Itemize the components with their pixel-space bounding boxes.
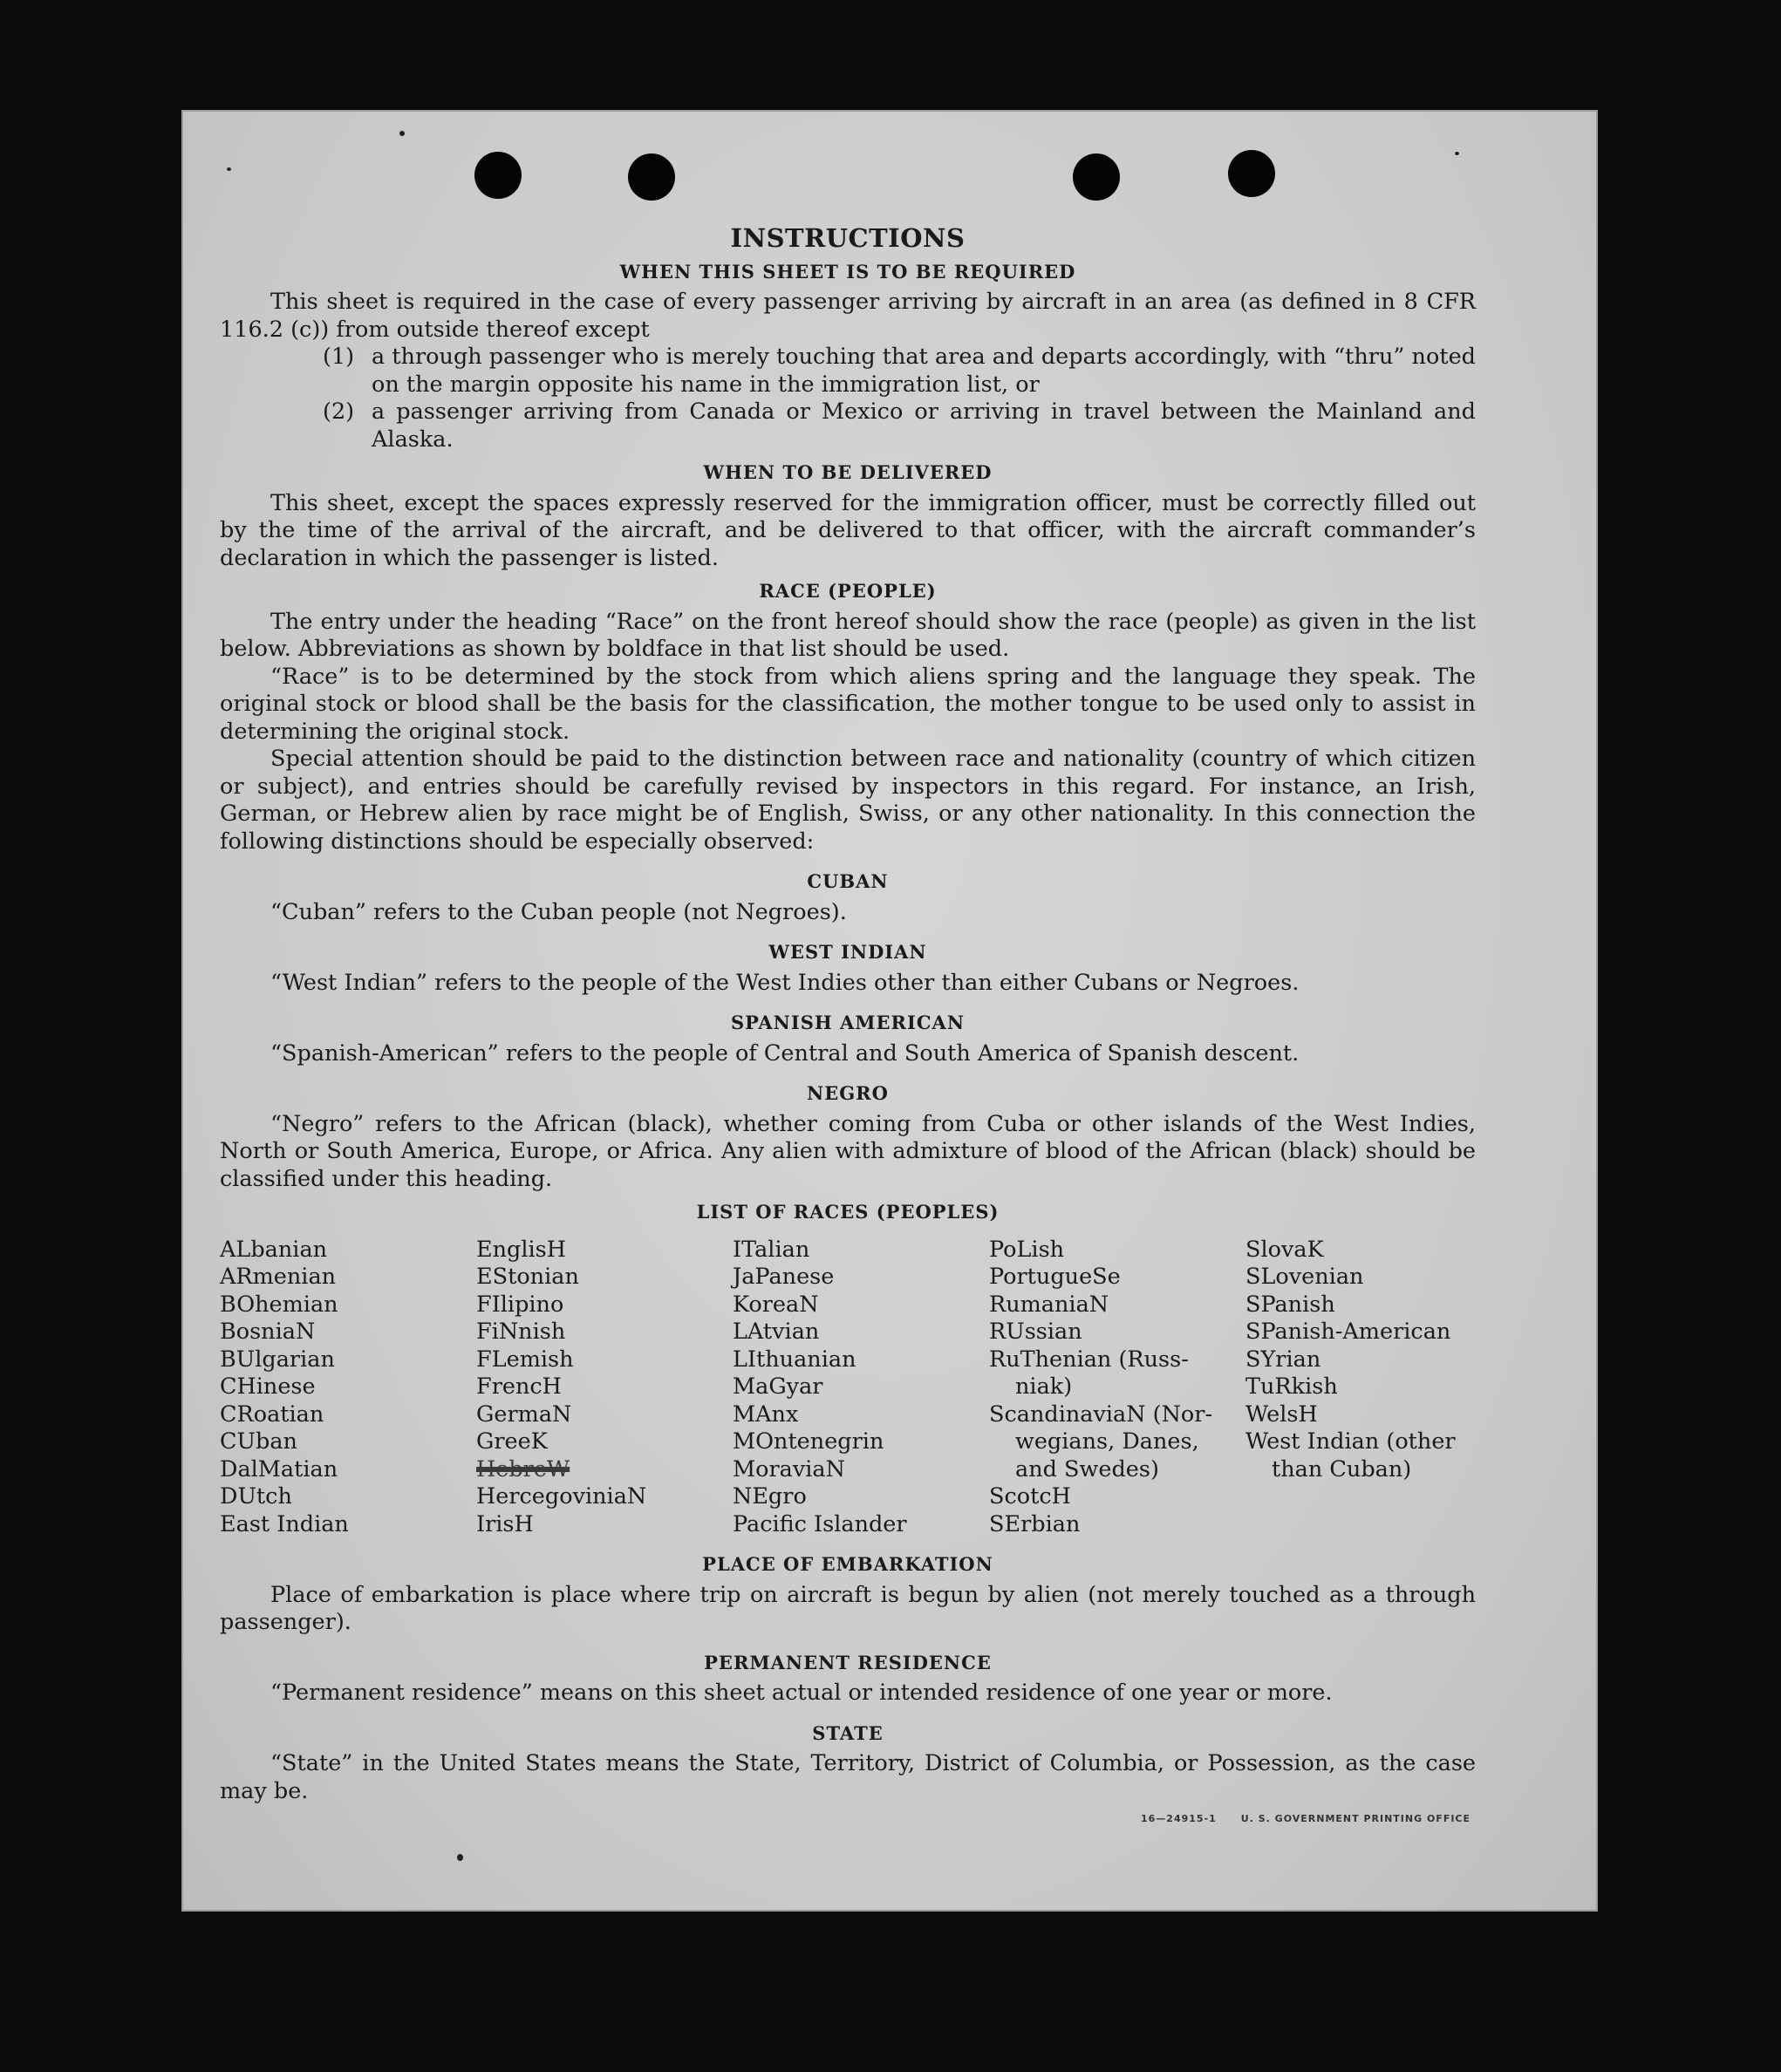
race-entry: SPanish [1245,1291,1335,1318]
paper-speck [399,131,405,136]
race-entry: ScandinaviaN (Nor- [989,1401,1213,1428]
item-number: (1) [323,344,355,370]
race-entry: CRoatian [220,1401,324,1428]
race-entry: MaGyar [733,1373,823,1400]
printer-footer [1141,1813,1495,1824]
race-entry: CHinese [220,1373,316,1400]
item-number: (2) [323,399,355,425]
race-entry: East Indian [220,1510,349,1537]
section-heading-race: RACE (PEOPLE) [759,580,937,602]
race-entry: GermaN [476,1401,572,1428]
race-entry: DUtch [220,1483,292,1510]
section-heading-delivered: WHEN TO BE DELIVERED [703,461,993,483]
race-entry-continued: than Cuban) [1272,1455,1412,1482]
race-entry: ITalian [733,1236,810,1263]
race-entry: NEgro [733,1483,807,1510]
section-heading-negro: NEGRO [807,1082,889,1104]
race-entry: ARmenian [220,1264,337,1290]
race-column [476,1237,733,1539]
race-entry: DalMatian [220,1455,338,1482]
race-entry: CUban [220,1428,297,1455]
section-heading-residence: PERMANENT RESIDENCE [704,1651,992,1673]
section-heading-spanish-american: SPANISH AMERICAN [730,1012,966,1033]
negro-text: “Negro” refers to the African (black), whether coming from Cuba or other islands of the West Indies, North or South America, Europe, or Africa. Any alien with admixture of blood of the African (black) should be classified under this heading. [220,1110,1476,1192]
paper-speck [457,1854,463,1861]
punch-hole [1228,150,1275,197]
section-heading-embarkation: PLACE OF EMBARKATION [702,1553,993,1575]
race-entry: Pacific Islander [733,1510,907,1537]
delivered-text: This sheet, except the spaces expressly reserved for the immigration officer, must be correctly filled out by the time of the arrival of the aircraft, and be delivered to that officer, with the aircraft commander’s declaration in which the passenger is listed. [220,489,1476,571]
section-heading-cuban: CUBAN [807,870,889,892]
document-title: INSTRUCTIONS [730,223,966,253]
race-entry: RuThenian (Russ- [989,1346,1189,1373]
race-entry: JaPanese [733,1264,835,1290]
item-text: a through passenger who is merely touching that area and departs accordingly, with “thru” noted on the margin opposite his name in the immigration list, or [372,344,1476,398]
race-column [1245,1237,1476,1539]
form-number: 16—24915-1 [1141,1813,1217,1824]
race-entry: SPanish-American [1245,1319,1451,1345]
race-entry: HercegoviniaN [476,1483,647,1510]
race-paragraph: Special attention should be paid to the distinction between race and nationality (country of which citizen or subject), and entries should be carefully revised by inspectors in this regard. For instance, an Irish, German, or Hebrew alien by race might be of English, Swiss, or any other nationality. In this connection the following distinctions should be especially observed: [220,746,1476,855]
paper-speck [227,167,231,171]
race-entry: RUssian [989,1319,1082,1345]
section-heading-west-indian: WEST INDIAN [768,941,927,963]
race-entry: GreeK [476,1428,548,1455]
race-entry: SLovenian [1245,1264,1364,1290]
race-entry: EStonian [476,1264,579,1290]
race-column [220,1237,476,1539]
race-entry: FIlipino [476,1291,564,1318]
race-column [733,1237,989,1539]
race-entry: ALbanian [220,1236,328,1263]
race-entry: SYrian [1245,1346,1321,1373]
race-entry: FiNnish [476,1319,566,1345]
item-text: a passenger arriving from Canada or Mexico or arriving in travel between the Mainland and Alaska. [372,399,1476,453]
race-entry: FrencH [476,1373,562,1400]
printer-imprint: U. S. GOVERNMENT PRINTING OFFICE [1240,1813,1471,1824]
required-item-1 [220,344,1476,399]
spanish-american-text: “Spanish-American” refers to the people of Central and South America of Spanish descent. [270,1039,1300,1067]
race-entry: FLemish [476,1346,574,1373]
paper-speck [1455,152,1459,155]
race-entry-continued: wegians, Danes, [1015,1428,1199,1455]
race-entry: RumaniaN [989,1291,1109,1318]
cuban-text: “Cuban” refers to the Cuban people (not Negroes). [270,898,847,925]
race-entry: EnglisH [476,1236,566,1263]
race-entry: PoLish [989,1236,1065,1263]
document-body [220,225,1476,1805]
section-heading-state: STATE [812,1721,884,1744]
document-sheet [181,110,1598,1912]
race-entry: MAnx [733,1401,799,1428]
race-entry: BOhemian [220,1291,338,1318]
race-entry: TuRkish [1245,1373,1338,1400]
race-entry-continued: and Swedes) [1015,1455,1159,1482]
race-entry: LAtvian [733,1319,820,1345]
race-paragraph: The entry under the heading “Race” on the front hereof should show the race (people) as given in the list below. Abbreviations as shown by boldface in that list should be used. [220,608,1476,662]
race-entry: BUlgarian [220,1346,335,1373]
required-intro: This sheet is required in the case of every passenger arriving by aircraft in an area (as defined in 8 CFR 116.2 (c)) from outside thereof except [220,289,1476,343]
state-text: “State” in the United States means the State, Territory, District of Columbia, or Possession, as the case may be. [220,1750,1476,1804]
race-entry: ScotcH [989,1483,1071,1510]
race-entry: IrisH [476,1510,534,1537]
race-entry: SlovaK [1245,1236,1324,1263]
race-list [220,1237,1476,1539]
race-entry-struck: HebreW [476,1455,570,1482]
residence-text: “Permanent residence” means on this sheet actual or intended residence of one year or more. [270,1680,1333,1706]
race-entry: West Indian (other [1245,1428,1456,1455]
punch-hole [1073,153,1120,201]
embarkation-text: Place of embarkation is place where trip on aircraft is begun by alien (not merely touched as a through passenger). [220,1581,1476,1635]
race-paragraph: “Race” is to be determined by the stock from which aliens spring and the language they speak. The original stock or blood shall be the basis for the classification, the mother tongue to be used only to assist in determining the original stock. [220,663,1476,745]
race-entry: BosniaN [220,1319,316,1345]
race-entry: LIthuanian [733,1346,856,1373]
race-entry: MoraviaN [733,1455,845,1482]
race-entry: MOntenegrin [733,1428,884,1455]
punch-hole [474,152,522,199]
punch-hole [628,153,675,201]
race-entry: SErbian [989,1510,1081,1537]
race-column [989,1237,1245,1539]
section-heading-list: LIST OF RACES (PEOPLES) [696,1201,1000,1223]
west-indian-text: “West Indian” refers to the people of the West Indies other than either Cubans or Negroes. [270,969,1300,996]
required-item-2 [220,399,1476,453]
race-entry-continued: niak) [1015,1373,1073,1400]
race-entry: WelsH [1245,1401,1318,1428]
race-entry: PortugueSe [989,1264,1121,1290]
race-entry: KoreaN [733,1291,819,1318]
section-heading-required: WHEN THIS SHEET IS TO BE REQUIRED [619,260,1076,283]
